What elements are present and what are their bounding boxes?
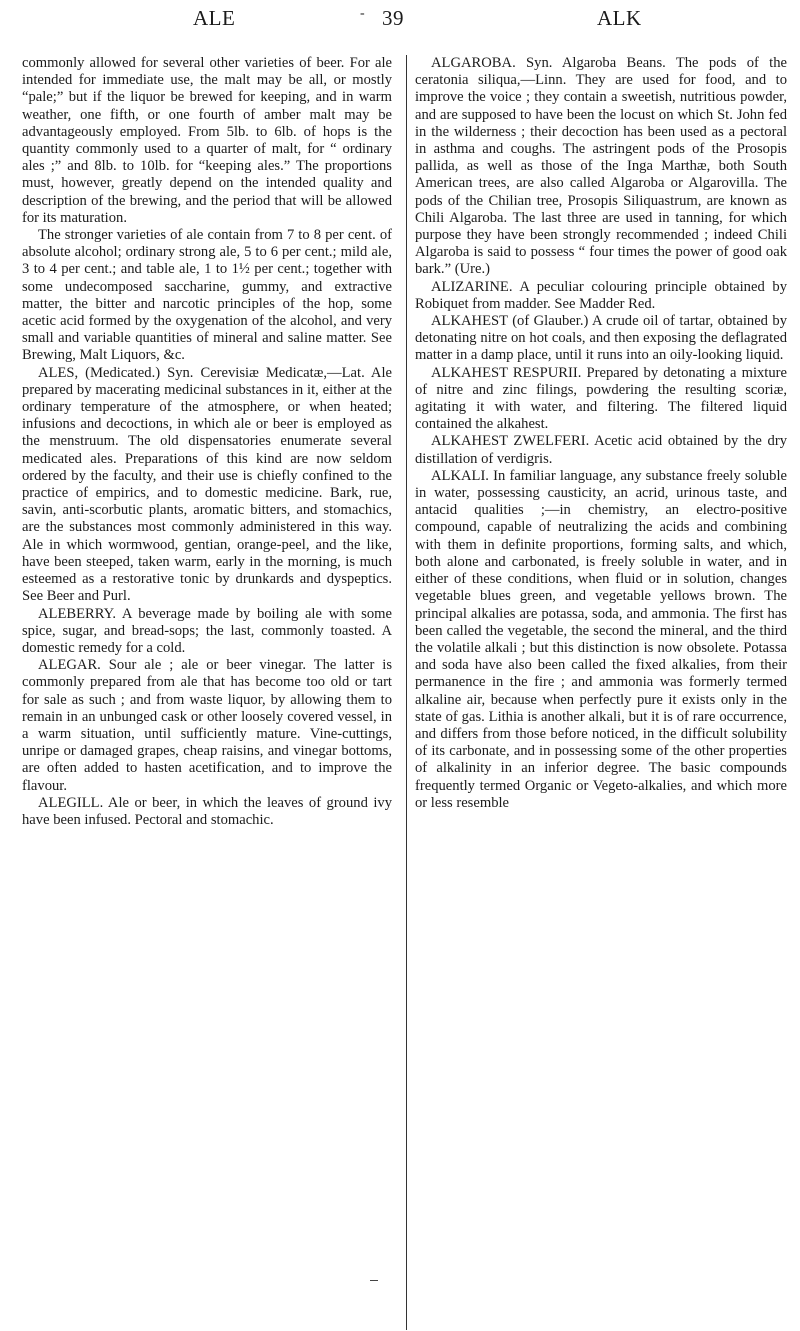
running-head-mark: - <box>360 6 366 21</box>
page-number: 39 <box>382 6 404 30</box>
running-head-right: ALK <box>597 6 642 30</box>
right-column <box>415 55 787 1330</box>
entry-alkahest-respurii: ALKAHEST RESPURII. Prepared by detonating a mixture of nitre and zinc filings, powdering the resulting scoriæ, agitating it with water, and filtering. The filtered liquid contained the alkahest. <box>415 364 787 433</box>
entry-ale-strength: The stronger varieties of ale contain from 7 to 8 per cent. of absolute alcohol; ordinary strong ale, 5 to 6 per cent.; mild ale, 3 to 4 per cent.; and table ale, 1 to 1½ per cent.; together with some undecomposed saccharine, gummy, and extractive matter, the bitter and narcotic principles of the hop, some acetic acid formed by the oxygenation of the alcohol, and very small and variable quantities of mineral and saline matter. See Brewing, Malt Liquors, &c. <box>22 227 392 364</box>
entry-alegill: ALEGILL. Ale or beer, in which the leaves of ground ivy have been infused. Pectoral and stomachic. <box>22 794 392 828</box>
left-column <box>22 55 402 1330</box>
running-head-left: ALE <box>193 6 236 30</box>
column-divider <box>406 55 407 1330</box>
running-head <box>0 2 800 32</box>
two-column-body <box>22 55 788 1330</box>
entry-algaroba: ALGAROBA. Syn. Algaroba Beans. The pods of the ceratonia siliqua,—Linn. They are used for food, and to improve the voice ; they contain a sweetish, nutritious powder, and are supposed to have been the locust on which St. John fed in the wilderness ; their decoction has been used as a pectoral in asthma and coughs. The astringent pods of the Prosopis pallida, as well as those of the Inga Marthæ, both South American trees, are also called Algaroba or Algarovilla. The pods of the Chilian tree, Prosopis Siliquastrum, are known as Chili Algaroba. The last three are used in tanning, for which purpose they have been strongly recommended ; indeed Chili Algaroba is said to possess “ four times the power of good oak bark.” (Ure.) <box>415 55 787 278</box>
entry-alkahest-zwelferi: ALKAHEST ZWELFERI. Acetic acid obtained by the dry distillation of verdigris. <box>415 433 787 467</box>
entry-ale-continued: commonly allowed for several other varieties of beer. For ale intended for immediate use, the malt may be all, or mostly “pale;” but if the liquor be brewed for keeping, and in warm weather, one fifth, or one fourth of amber malt may be advantageously employed. From 5lb. to 6lb. of hops is the quantity commonly used to a quarter of malt, for “ ordinary ales ;” and 8lb. to 10lb. for “keeping ales.” The proportions must, however, greatly depend on the intended quality and description of the brewing, and the period that will be allowed for its maturation. <box>22 55 392 226</box>
entry-alegar: ALEGAR. Sour ale ; ale or beer vinegar. The latter is commonly prepared from ale that has become too old or tart for sale as such ; and from waste liquor, by allowing them to remain in an unbunged cask or other loosely covered vessel, in a warm situation, until sufficiently mature. Vine-cuttings, unripe or damaged grapes, cheap raisins, and vinegar bottoms, are often added to hasten acetification, and to improve the flavour. <box>22 657 392 794</box>
entry-alkali: ALKALI. In familiar language, any substance freely soluble in water, possessing causticity, an acrid, urinous taste, and antacid qualities ;—in chemistry, an electro-positive compound, capable of neutralizing the acids and combining with them in definite proportions, forming salts, and which, both alone and carbonated, is freely soluble in water, and in either of these conditions, when fluid or in solution, changes vegetable blues green, and vegetable yellows brown. The principal alkalies are potassa, soda, and ammonia. The first has been called the vegetable, the second the mineral, and the third the volatile alkali ; but this distinction is now obsolete. Potassa and soda have also been called the fixed alkalies, from their permanence in the fire ; and ammonia was formerly termed alkaline air, because when perfectly pure it exists only in the state of gas. Lithia is another alkali, but it is of rare occurrence, and differs from those before noticed, in the difficult solubility of its carbonate, and in possessing some of the other properties of alkalinity in an inferior degree. The basic compounds frequently termed Organic or Vegeto-alkalies, and which more or less resemble <box>415 467 787 811</box>
entry-alizarine: ALIZARINE. A peculiar colouring principle obtained by Robiquet from madder. See Madder Red. <box>415 278 787 312</box>
entry-ales-medicated: ALES, (Medicated.) Syn. Cerevisiæ Medicatæ,—Lat. Ale prepared by macerating medicinal substances in it, either at the ordinary temperature of the atmosphere, or when heated; infusions and decoctions, in which ale or beer is employed as the menstruum. The old dispensatories enumerate several medicated ales. Preparations of this kind are now seldom ordered by the faculty, and their use is chiefly confined to the practice of empirics, and to domestic medicine. Bark, rue, savin, anti-scorbutic plants, aromatic bitters, and stomachics, are the substances most commonly administered in this way. Ale in which wormwood, gentian, orange-peel, and the like, have been steeped, taken warm, early in the morning, is much esteemed as a restorative tonic by drunkards and dyspeptics. See Beer and Purl. <box>22 364 392 605</box>
footer-mark <box>370 1280 378 1281</box>
entry-aleberry: ALEBERRY. A beverage made by boiling ale with some spice, sugar, and bread-sops; the last, commonly toasted. A domestic remedy for a cold. <box>22 605 392 656</box>
entry-alkahest-glauber: ALKAHEST (of Glauber.) A crude oil of tartar, obtained by detonating nitre on hot coals, and then exposing the deflagrated matter in a damp place, until it runs into an oily-looking liquid. <box>415 313 787 364</box>
